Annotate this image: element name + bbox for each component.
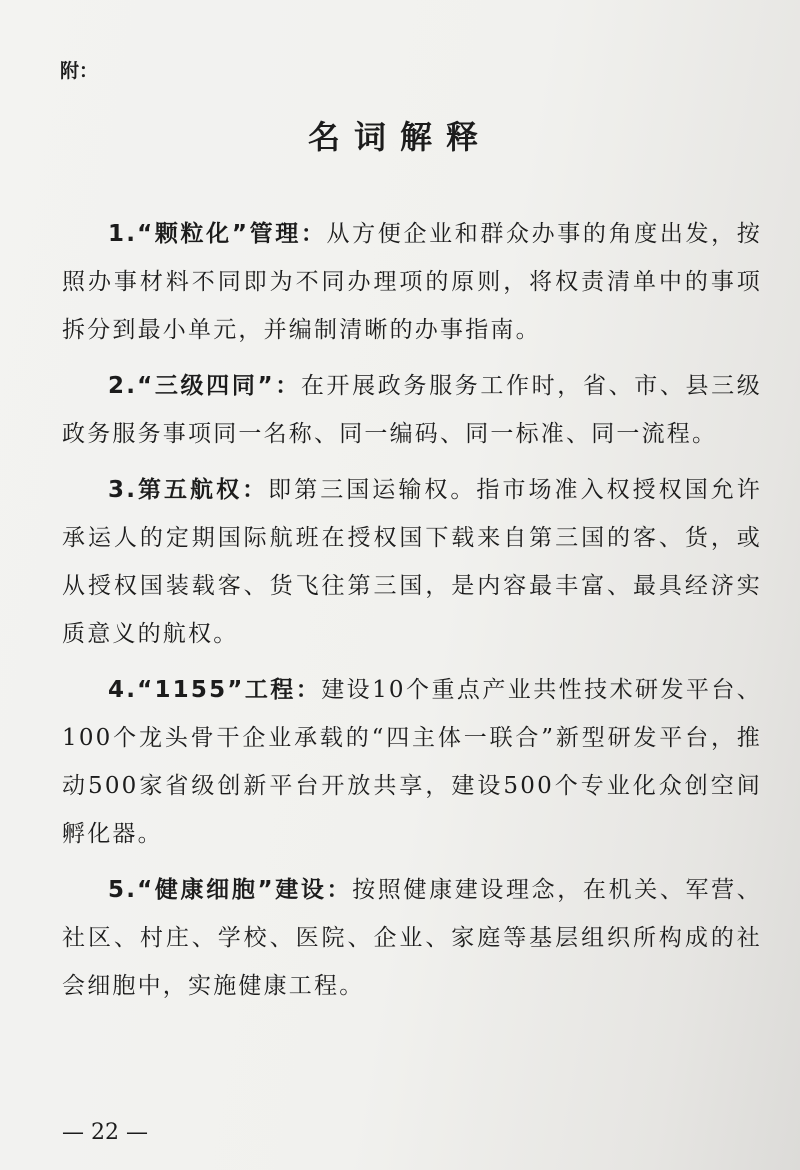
page-number: — 22 — (62, 1120, 148, 1145)
glossary-entry (62, 666, 762, 858)
glossary-definition: 从方便企业和群众办事的角度出发，按照办事材料不同即为不同办理项的原则，将权责清单中的事项拆分到最小单元，并编制清晰的办事指南。 (62, 221, 762, 343)
glossary-term: 5.“健康细胞”建设： (108, 877, 353, 903)
glossary-entry (62, 466, 762, 658)
glossary-entry (62, 210, 762, 354)
glossary-entry (62, 866, 762, 1010)
glossary-term: 2.“三级四同”： (108, 373, 301, 399)
glossary-definition: 建设10个重点产业共性技术研发平台、100个龙头骨干企业承载的“四主体一联合”新型研发平台，推动500家省级创新平台开放共享，建设500个专业化众创空间孵化器。 (62, 677, 763, 847)
glossary-definition: 按照健康建设理念，在机关、军营、社区、村庄、学校、医院、企业、家庭等基层组织所构成的社会细胞中，实施健康工程。 (62, 877, 762, 999)
glossary-term: 4.“1155”工程： (108, 677, 322, 703)
glossary-definition: 即第三国运输权。指市场准入权授权国允许承运人的定期国际航班在授权国下载来自第三国的客、货，或从授权国装载客、货飞往第三国，是内容最丰富、最具经济实质意义的航权。 (62, 477, 762, 647)
glossary-entries (62, 210, 762, 1018)
document-title: 名词解释 (307, 118, 492, 156)
glossary-term: 1.“颗粒化”管理： (108, 221, 327, 247)
glossary-definition: 在开展政务服务工作时，省、市、县三级政务服务事项同一名称、同一编码、同一标准、同一流程。 (62, 373, 762, 447)
glossary-entry (62, 362, 762, 458)
appendix-label: 附： (60, 60, 99, 82)
glossary-term: 3.第五航权： (108, 477, 269, 503)
